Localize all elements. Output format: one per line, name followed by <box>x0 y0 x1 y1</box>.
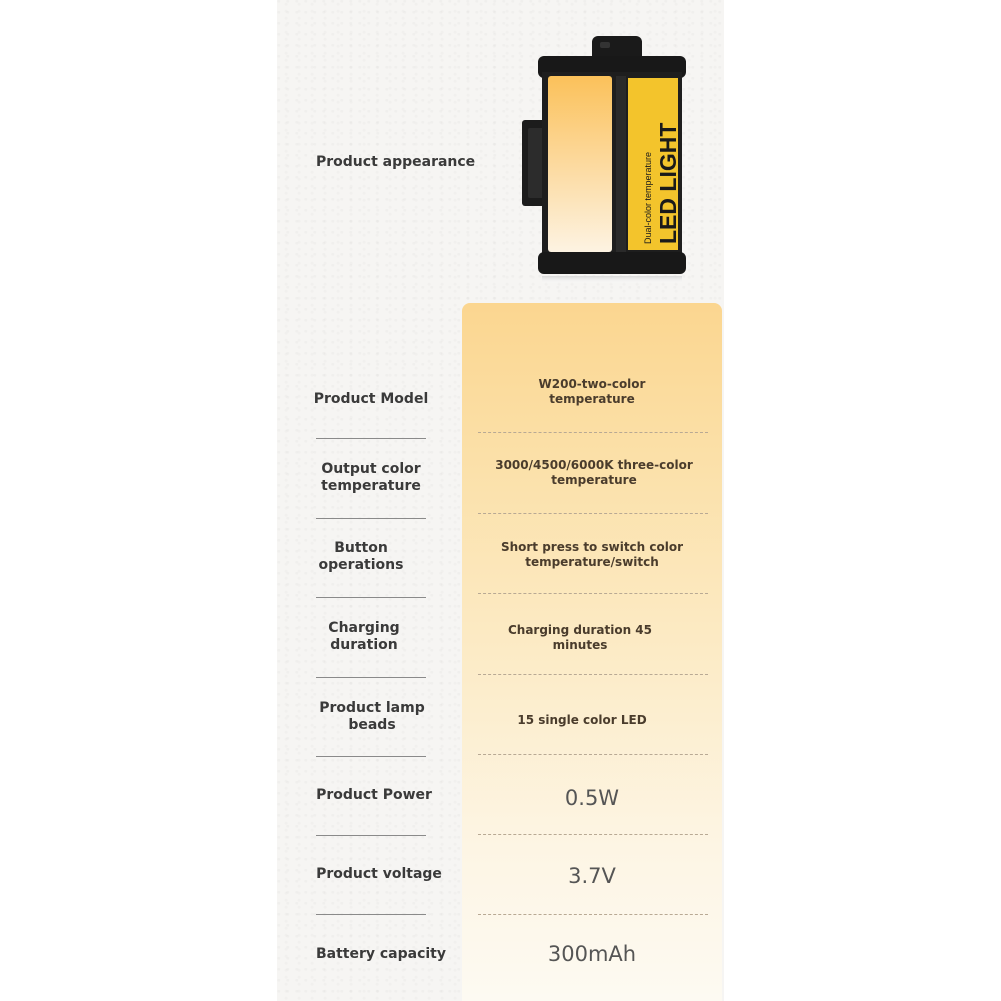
spec-value-product-voltage: 3.7V <box>568 864 616 888</box>
row-separator-left <box>316 835 426 836</box>
spec-label-output-color-temperature: Output color temperature <box>321 461 421 494</box>
row-separator-left <box>316 677 426 678</box>
led-light-product-image <box>520 34 690 284</box>
spec-label-product-lamp-beads: Product lamp beads <box>319 700 425 733</box>
row-separator-left <box>316 756 426 757</box>
row-separator-right <box>478 834 708 835</box>
spec-value-battery-capacity: 300mAh <box>547 942 637 966</box>
spec-value-charging-duration: Charging duration 45 minutes <box>507 623 653 652</box>
row-separator-left <box>316 914 426 915</box>
row-separator-right <box>478 432 708 433</box>
spec-value-product-power: 0.5W <box>564 786 620 810</box>
spec-label-product-power: Product Power <box>316 787 432 803</box>
spec-label-product-voltage: Product voltage <box>316 866 442 882</box>
row-separator-right <box>478 513 708 514</box>
product-label-main: LED LIGHT <box>655 122 681 244</box>
spec-value-product-lamp-beads: 15 single color LED <box>517 713 647 727</box>
row-separator-left <box>316 438 426 439</box>
appearance-label: Product appearance <box>316 154 476 170</box>
product-label-sub: Dual-color temperature <box>643 151 653 244</box>
row-separator-right <box>478 754 708 755</box>
spec-value-button-operations: Short press to switch color temperature/switch <box>500 540 684 569</box>
row-separator-right <box>478 674 708 675</box>
row-separator-right <box>478 914 708 915</box>
row-separator-right <box>478 593 708 594</box>
spec-label-battery-capacity: Battery capacity <box>315 946 447 962</box>
spec-label-button-operations: Button operations <box>318 540 404 573</box>
row-separator-left <box>316 597 426 598</box>
spec-label-product-model: Product Model <box>313 391 429 407</box>
row-separator-left <box>316 518 426 519</box>
spec-value-output-color-temperature: 3000/4500/6000K three-color temperature <box>495 458 693 487</box>
spec-label-charging-duration: Charging duration <box>328 620 400 653</box>
spec-value-product-model: W200-two-color temperature <box>538 377 646 406</box>
